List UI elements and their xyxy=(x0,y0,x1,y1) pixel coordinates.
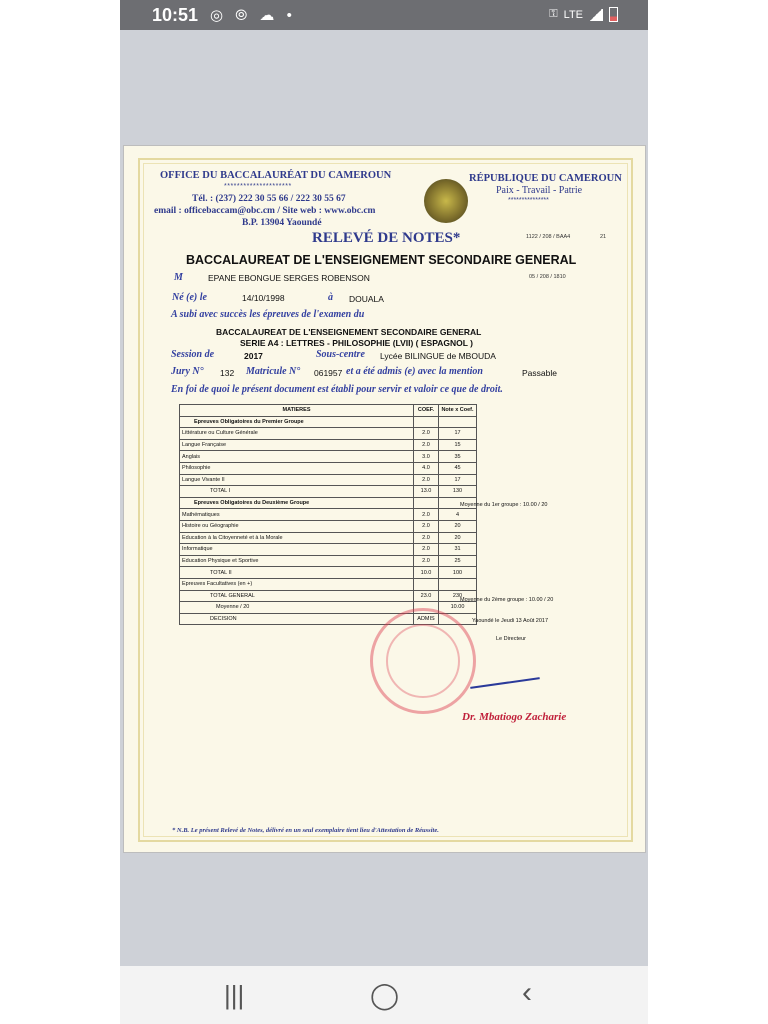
table-row: Mathématiques 2.0 4 xyxy=(180,509,477,521)
republic-motto: Paix - Travail - Patrie xyxy=(496,185,583,196)
header-score: Note x Coef. xyxy=(439,405,477,417)
birth-place: DOUALA xyxy=(349,294,384,304)
optional-row: Epreuves Facultatives (en +) xyxy=(180,578,477,590)
matricule-label: Matricule N° xyxy=(246,366,301,377)
director-name: Dr. Mbatiogo Zacharie xyxy=(462,711,567,723)
recent-apps-button[interactable]: ||| xyxy=(224,980,245,1010)
key-icon: ⚿ xyxy=(549,8,558,20)
header-stars-left: ********************* xyxy=(224,183,292,190)
notification-icons: ◎ ⦾ ☁ • xyxy=(210,7,296,24)
passed-text: A subi avec succès les épreuves de l'examen du xyxy=(171,309,365,320)
group2-title: Epreuves Obligatoires du Deuxième Groupe xyxy=(180,497,414,509)
navigation-bar xyxy=(120,966,648,1024)
at-label: à xyxy=(328,292,333,303)
office-address: B.P. 13904 Yaoundé xyxy=(242,218,322,228)
official-stamp-inner-icon xyxy=(386,624,460,698)
document-title: RELEVÉ DE NOTES* xyxy=(312,230,461,246)
network-label: LTE xyxy=(563,8,583,21)
date-place: Yaoundé le Jeudi 13 Août 2017 xyxy=(472,618,549,624)
office-email: email : officebaccam@obc.cm / Site web : www.obc.cm xyxy=(154,206,376,216)
exam-line-1: BACCALAUREAT DE L'ENSEIGNEMENT SECONDAIRE GENERAL xyxy=(216,327,482,337)
table-row: Education à la Citoyenneté et à la Morale 2.0 20 xyxy=(180,532,477,544)
jury-number: 132 xyxy=(220,368,235,378)
table-row: Langue Française 2.0 15 xyxy=(180,439,477,451)
signal-icon xyxy=(589,9,603,21)
republic-name: RÉPUBLIQUE DU CAMEROUN xyxy=(469,173,622,184)
office-name: OFFICE DU BACCALAURÉAT DU CAMEROUN xyxy=(160,170,392,181)
group1-title-row xyxy=(180,416,477,428)
table-row: Histoire ou Géographie 2.0 20 xyxy=(180,520,477,532)
session-year: 2017 xyxy=(244,351,263,361)
total1-row: TOTAL I 13.0 130 xyxy=(180,486,477,498)
session-label: Session de xyxy=(171,349,215,360)
header-coef: COEF. xyxy=(414,405,439,417)
candidate-name: EPANE EBONGUE SERGES ROBENSON xyxy=(208,273,370,283)
m-label: M xyxy=(174,272,183,283)
status-time: 10:51 xyxy=(152,5,199,25)
jury-label: Jury N° xyxy=(171,366,204,377)
director-label: Le Directeur xyxy=(496,636,526,642)
document-image xyxy=(123,145,646,853)
reference-a: 1122 / 208 / BAA4 xyxy=(526,234,571,240)
exam-title: BACCALAUREAT DE L'ENSEIGNEMENT SECONDAIRE GENERAL xyxy=(186,253,577,267)
office-phone: Tél. : (237) 222 30 55 66 / 222 30 55 67 xyxy=(192,194,346,204)
group1-title: Epreuves Obligatoires du Premier Groupe xyxy=(180,416,414,428)
subcentre: Lycée BILINGUE de MBOUDA xyxy=(380,351,496,361)
grades-table xyxy=(179,404,477,625)
table-header-row xyxy=(180,405,477,417)
average-group1: Moyenne du 1er groupe : 10.00 / 20 xyxy=(460,502,548,508)
status-bar xyxy=(120,0,648,30)
reference-c: 05 / 208 / 1810 xyxy=(529,274,566,280)
back-button[interactable]: ‹ xyxy=(522,976,532,1009)
total2-row: TOTAL II 10.0 100 xyxy=(180,567,477,579)
reference-b: 21 xyxy=(600,234,607,240)
birth-date: 14/10/1998 xyxy=(242,293,285,303)
mention: Passable xyxy=(522,368,557,378)
average-group2: Moyenne du 2ème groupe : 10.00 / 20 xyxy=(460,597,554,603)
exam-line-2: SERIE A4 : LETTRES - PHILOSOPHIE (LVII) ( ESPAGNOL ) xyxy=(240,338,473,348)
header-subjects: MATIERES xyxy=(180,405,414,417)
matricule-number: 061957 xyxy=(314,368,343,378)
declaration: En foi de quoi le présent document est établi pour servir et valoir ce que de droit. xyxy=(171,384,503,395)
group2-title-row xyxy=(180,497,477,509)
table-row: Langue Vivante II 2.0 17 xyxy=(180,474,477,486)
emblem-seal-icon xyxy=(424,179,468,223)
decision-row: DECISION ADMIS xyxy=(180,613,477,625)
table-row: Education Physique et Sportive 2.0 25 xyxy=(180,555,477,567)
footnote: * N.B. Le présent Relevé de Notes, délivré en un seul exemplaire tient lieu d'Attestation de Réussite. xyxy=(172,827,439,834)
born-label: Né (e) le xyxy=(172,292,207,303)
status-right xyxy=(549,7,618,22)
header-stars-right: *************** xyxy=(508,197,549,204)
table-row: Littérature ou Culture Générale 2.0 17 xyxy=(180,428,477,440)
table-row: Philosophie 4.0 45 xyxy=(180,462,477,474)
table-row: Informatique 2.0 31 xyxy=(180,544,477,556)
table-row: Anglais 3.0 35 xyxy=(180,451,477,463)
battery-icon xyxy=(609,7,618,22)
admitted-label: et a été admis (e) avec la mention xyxy=(346,366,483,377)
total-general-row: TOTAL GENERAL 23.0 230 xyxy=(180,590,477,602)
subcentre-label: Sous-centre xyxy=(316,349,365,360)
home-button[interactable]: ◯ xyxy=(370,980,400,1010)
average-row: Moyenne / 20 10.00 xyxy=(180,602,477,614)
